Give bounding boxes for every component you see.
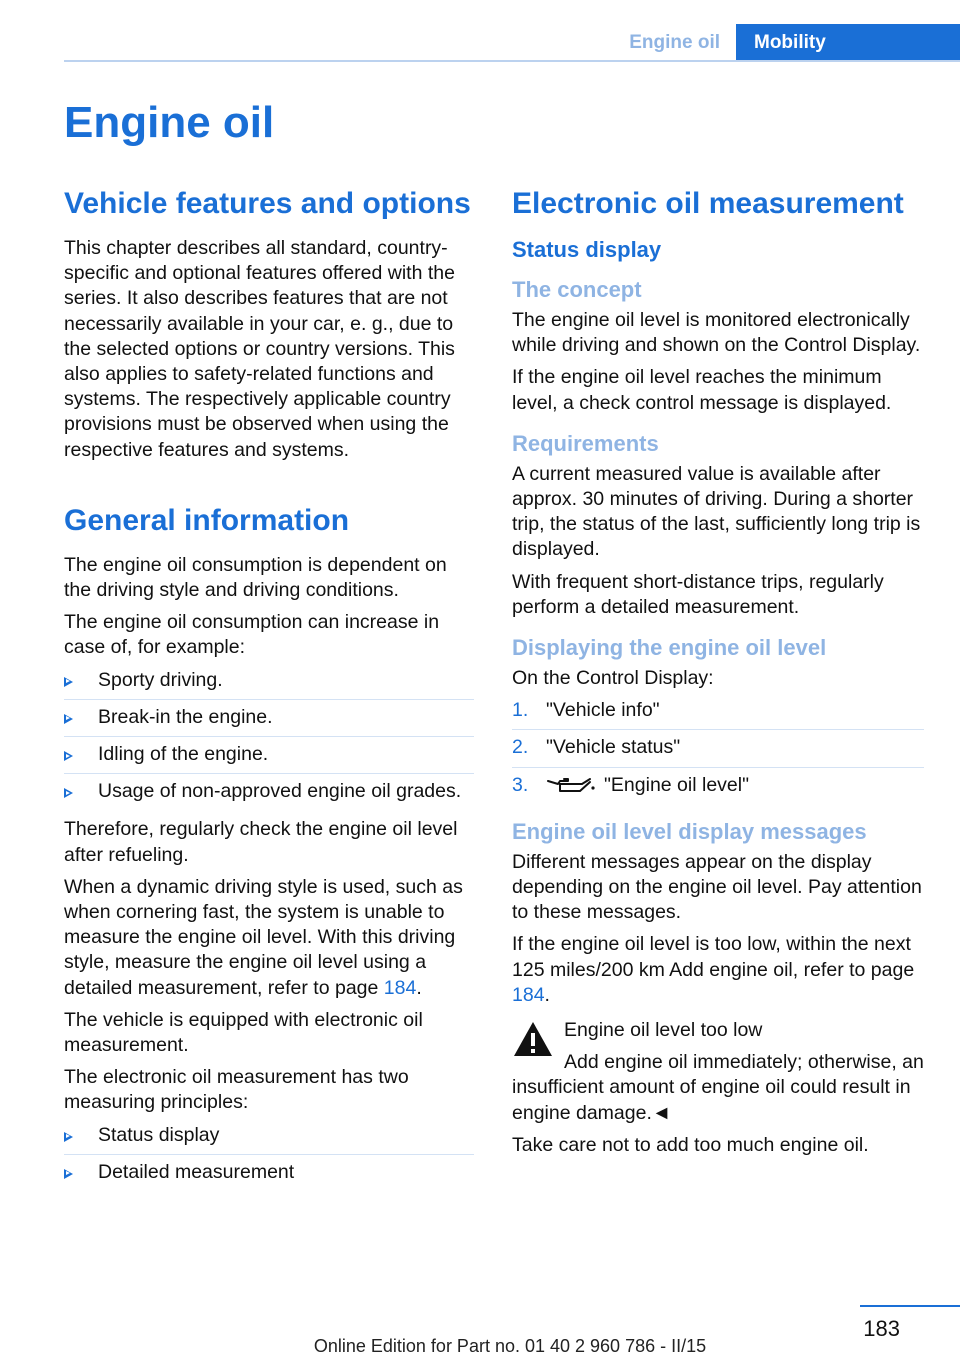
list-item: Detailed measurement: [64, 1160, 474, 1191]
consumption-factors-list: [64, 668, 474, 811]
warning-box: [512, 1018, 924, 1126]
messages-paragraph-1: Different messages appear on the display depending on the engine oil level. Pay attention to these messages.: [512, 850, 922, 924]
header-section-tab[interactable]: Engine oil: [629, 32, 720, 53]
bullet-triangle-icon: [64, 751, 73, 761]
general-paragraph-5: The vehicle is equipped with electronic oil measurement.: [64, 1008, 423, 1057]
bullet-triangle-icon: [64, 1169, 73, 1179]
messages-heading: Engine oil level display messages: [512, 818, 867, 844]
vehicle-features-text: This chapter describes all standard, country-specific and optional features offered with the series. It also describes features that are not necessarily available in your car, e. g., due to the selected options or country versions. This also applies to safety-related functions and systems. The respectively applicable country provisions must be observed when using the respective features and systems.: [64, 237, 455, 461]
displaying-intro: On the Control Display:: [512, 667, 714, 690]
warning-title: Engine oil level too low: [564, 1019, 763, 1042]
warning-text: Add engine oil immediately; otherwise, an insufficient amount of engine oil could result in engine damage.◄: [512, 1051, 924, 1124]
page-link-184[interactable]: 184: [383, 976, 417, 999]
bullet-triangle-icon: [64, 788, 73, 798]
display-steps-list: [512, 698, 924, 804]
left-column: [64, 186, 474, 1198]
list-item: 2. "Vehicle status": [512, 735, 924, 767]
bullet-triangle-icon: [64, 714, 73, 724]
general-paragraph-3: Therefore, regularly check the engine oil level after refueling.: [64, 818, 458, 866]
header-divider: [64, 60, 960, 62]
requirements-paragraph-2: With frequent short-distance trips, regularly perform a detailed measurement.: [512, 570, 884, 618]
general-paragraph-1: The engine oil consumption is dependent on the driving style and driving conditions.: [64, 553, 447, 602]
concept-paragraph-1: The engine oil level is monitored electronically while driving and shown on the Control Display.: [512, 309, 921, 357]
messages-paragraph-2: If the engine oil level is too low, within the next 125 miles/200 km Add engine oil, refer to page 184.: [512, 933, 915, 1006]
messages-paragraph-3: Take care not to add too much engine oil.: [512, 1133, 869, 1156]
general-paragraph-2: The engine oil consumption can increase in case of, for example:: [64, 611, 440, 659]
electronic-oil-heading: Electronic oil measurement: [512, 187, 904, 220]
header-tabs: [608, 24, 960, 61]
bullet-triangle-icon: [64, 1132, 73, 1142]
warning-triangle-icon: [512, 1020, 554, 1058]
list-item: Usage of non-approved engine oil grades.: [64, 779, 474, 810]
status-display-heading: Status display: [512, 237, 662, 262]
vehicle-features-heading: Vehicle features and options: [64, 187, 471, 220]
list-item: Break-in the engine.: [64, 705, 474, 737]
page-title: Engine oil: [64, 98, 275, 147]
page-link-184[interactable]: 184: [512, 983, 545, 1006]
concept-paragraph-2: If the engine oil level reaches the minimum level, a check control message is displayed.: [512, 366, 892, 414]
list-item: Sporty driving.: [64, 668, 474, 700]
list-item: 1. "Vehicle info": [512, 698, 924, 730]
bullet-triangle-icon: [64, 677, 73, 687]
requirements-heading: Requirements: [512, 430, 659, 456]
page-number: 183: [863, 1316, 900, 1341]
right-column: [512, 186, 924, 1172]
footer-divider: [860, 1305, 960, 1307]
general-paragraph-4: When a dynamic driving style is used, such as when cornering fast, the system is unable to measure the engine oil level. With this driving style, measure the engine oil level using a detailed measurement, refer to page 184.: [64, 875, 463, 999]
concept-heading: The concept: [512, 277, 642, 302]
list-item: Idling of the engine.: [64, 742, 474, 774]
list-item: Status display: [64, 1123, 474, 1155]
displaying-heading: Displaying the engine oil level: [512, 635, 827, 661]
footer-edition: Online Edition for Part no. 01 40 2 960 786 - II/15: [313, 1336, 707, 1356]
oil-can-icon: [546, 775, 596, 795]
general-paragraph-6: The electronic oil measurement has two measuring principles:: [64, 1066, 409, 1114]
requirements-paragraph-1: A current measured value is available after approx. 30 minutes of driving. During a shorter trip, the status of the last, sufficiently long trip is displayed.: [512, 462, 921, 561]
list-item: 3. "Engine oil level": [512, 773, 750, 796]
header-chapter-tab[interactable]: Mobility: [736, 24, 960, 61]
measuring-principles-list: [64, 1123, 474, 1191]
general-information-heading: General information: [64, 503, 350, 537]
